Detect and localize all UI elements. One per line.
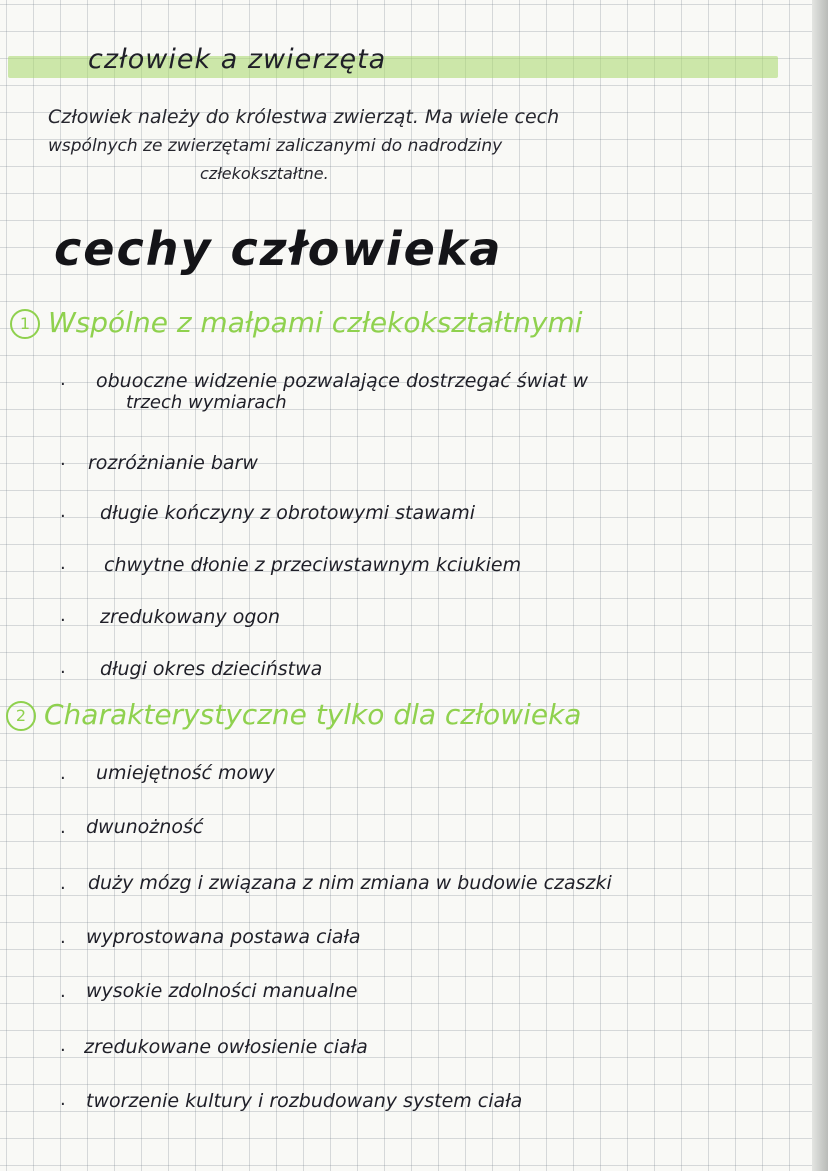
- section-1-heading: [10, 306, 583, 339]
- list-item: [96, 370, 588, 413]
- page-title: człowiek a zwierzęta: [88, 44, 387, 75]
- list-item: duży mózg i związana z nim zmiana w budowie czaszki: [88, 872, 612, 894]
- bullet-dot: ·: [60, 610, 66, 631]
- main-heading: cechy człowieka: [54, 222, 503, 276]
- section-2-heading: [6, 698, 581, 731]
- bullet-dot: ·: [60, 558, 66, 579]
- list-item: tworzenie kultury i rozbudowany system ciała: [86, 1090, 523, 1112]
- bullet-dot: ·: [60, 454, 66, 475]
- bullet-dot: ·: [60, 1040, 66, 1061]
- list-item: długie kończyny z obrotowymi stawami: [100, 502, 476, 524]
- bullet-dot: ·: [60, 768, 66, 789]
- page-edge: [812, 0, 828, 1171]
- section-1-title: Wspólne z małpami człekokształtnymi: [48, 306, 583, 339]
- list-item: zredukowany ogon: [100, 606, 281, 628]
- list-item: dwunożność: [86, 816, 204, 838]
- intro-line-2: wspólnych ze zwierzętami zaliczanymi do nadrodziny: [48, 136, 503, 156]
- bullet-dot: ·: [60, 1094, 66, 1115]
- list-item: chwytne dłonie z przeciwstawnym kciukiem: [104, 554, 522, 576]
- bullet-dot: ·: [60, 878, 66, 899]
- list-item: wyprostowana postawa ciała: [86, 926, 361, 948]
- bullet-dot: ·: [60, 986, 66, 1007]
- bullet-dot: ·: [60, 932, 66, 953]
- bullet-dot: ·: [60, 822, 66, 843]
- section-2-title: Charakterystyczne tylko dla człowieka: [44, 698, 582, 731]
- list-item-text: obuoczne widzenie pozwalające dostrzegać świat w: [96, 370, 589, 392]
- list-item: umiejętność mowy: [96, 762, 275, 784]
- section-2-number: 2: [6, 701, 36, 731]
- list-item: zredukowane owłosienie ciała: [84, 1036, 368, 1058]
- list-item: wysokie zdolności manualne: [86, 980, 358, 1002]
- intro-line-1: Człowiek należy do królestwa zwierząt. Ma wiele cech: [48, 106, 560, 128]
- section-1-number: 1: [10, 309, 40, 339]
- bullet-dot: ·: [60, 506, 66, 527]
- intro-line-3: człekokształtne.: [200, 164, 329, 183]
- bullet-dot: ·: [60, 374, 66, 395]
- bullet-dot: ·: [60, 662, 66, 683]
- list-item-text-cont: trzech wymiarach: [126, 392, 287, 413]
- list-item: rozróżnianie barw: [88, 452, 258, 474]
- list-item: długi okres dzieciństwa: [100, 658, 323, 680]
